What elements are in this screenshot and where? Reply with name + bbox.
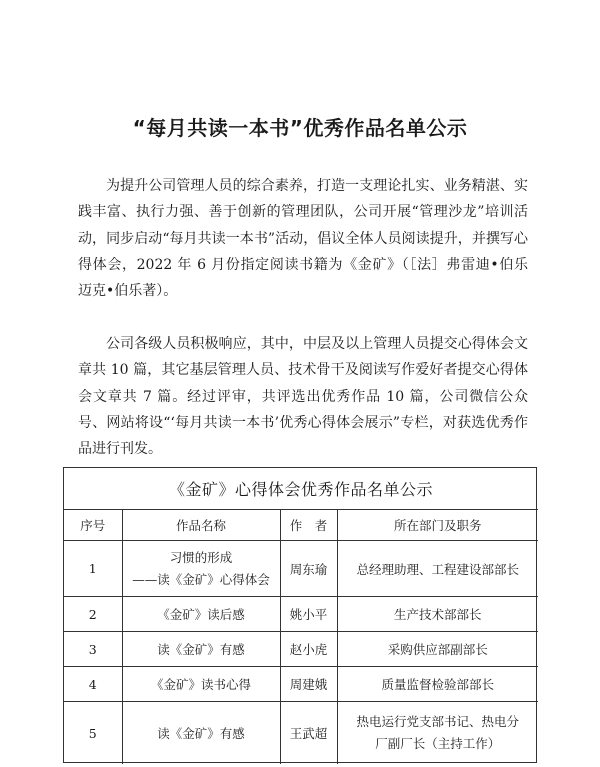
work-title: 《金矿》读后感 — [122, 597, 280, 632]
row-number: 5 — [64, 702, 122, 765]
row-number: 2 — [64, 597, 122, 632]
author-name: 王武超 — [280, 702, 337, 765]
work-title-line: 习惯的形成 — [169, 549, 233, 565]
winners-table — [63, 467, 537, 763]
row-number: 4 — [64, 667, 122, 702]
department-title: 总经理助理、工程建设部部长 — [337, 541, 538, 597]
work-title: 《金矿》读书心得 — [122, 667, 280, 702]
page-title: “每月共读一本书”优秀作品名单公示 — [132, 116, 468, 140]
work-title: 读《金矿》有感 — [122, 702, 280, 765]
work-subtitle-line: ——读《金矿》心得体会 — [132, 571, 270, 587]
result-paragraph: 公司各级人员积极响应，其中，中层及以上管理人员提交心得体会文章共 10 篇，其它基层管理人员、技术骨干及阅读写作爱好者提交心得体会文章共 7 篇。经过评审，共评选出优秀作品 10 篇，公司微信公众号、网站将设“‘每月共读一本书’优秀心得体会展示”专栏，对获选优秀作品进行刊发。 — [78, 336, 528, 458]
author-name: 周东瑜 — [280, 541, 337, 597]
table-row — [64, 702, 538, 765]
author-name: 周建娥 — [280, 667, 337, 702]
department-title: 采购供应部副部长 — [337, 632, 538, 667]
author-name: 姚小平 — [280, 597, 337, 632]
row-number: 3 — [64, 632, 122, 667]
column-header-department: 所在部门及职务 — [337, 510, 538, 541]
table-row — [64, 541, 538, 597]
column-header-author: 作 者 — [280, 510, 337, 541]
department-title-line: 热电运行党支部书记、热电分 — [356, 714, 520, 729]
department-title: 生产技术部部长 — [337, 597, 538, 632]
table-row — [64, 597, 538, 632]
column-header-number: 序号 — [64, 510, 122, 541]
row-number: 1 — [64, 541, 122, 597]
work-title — [122, 541, 280, 597]
department-title — [337, 702, 538, 765]
work-title: 读《金矿》有感 — [122, 632, 280, 667]
column-header-work: 作品名称 — [122, 510, 280, 541]
table-row — [64, 667, 538, 702]
department-title-line: 厂副厂长（主持工作） — [375, 736, 501, 751]
department-title: 质量监督检验部部长 — [337, 667, 538, 702]
author-name: 赵小虎 — [280, 632, 337, 667]
table-caption: 《金矿》心得体会优秀作品名单公示 — [64, 468, 538, 510]
intro-paragraph: 为提升公司管理人员的综合素养，打造一支理论扎实、业务精湛、实践丰富、执行力强、善于创新的管理团队，公司开展“管理沙龙”培训活动，同步启动“每月共读一本书”活动，倡议全体人员阅读提升，并撰写心得体会，2022 年 6 月份指定阅读书籍为《金矿》（［法］弗雷迪•伯乐 迈克•伯乐著）。 — [78, 178, 542, 300]
table-row — [64, 632, 538, 667]
